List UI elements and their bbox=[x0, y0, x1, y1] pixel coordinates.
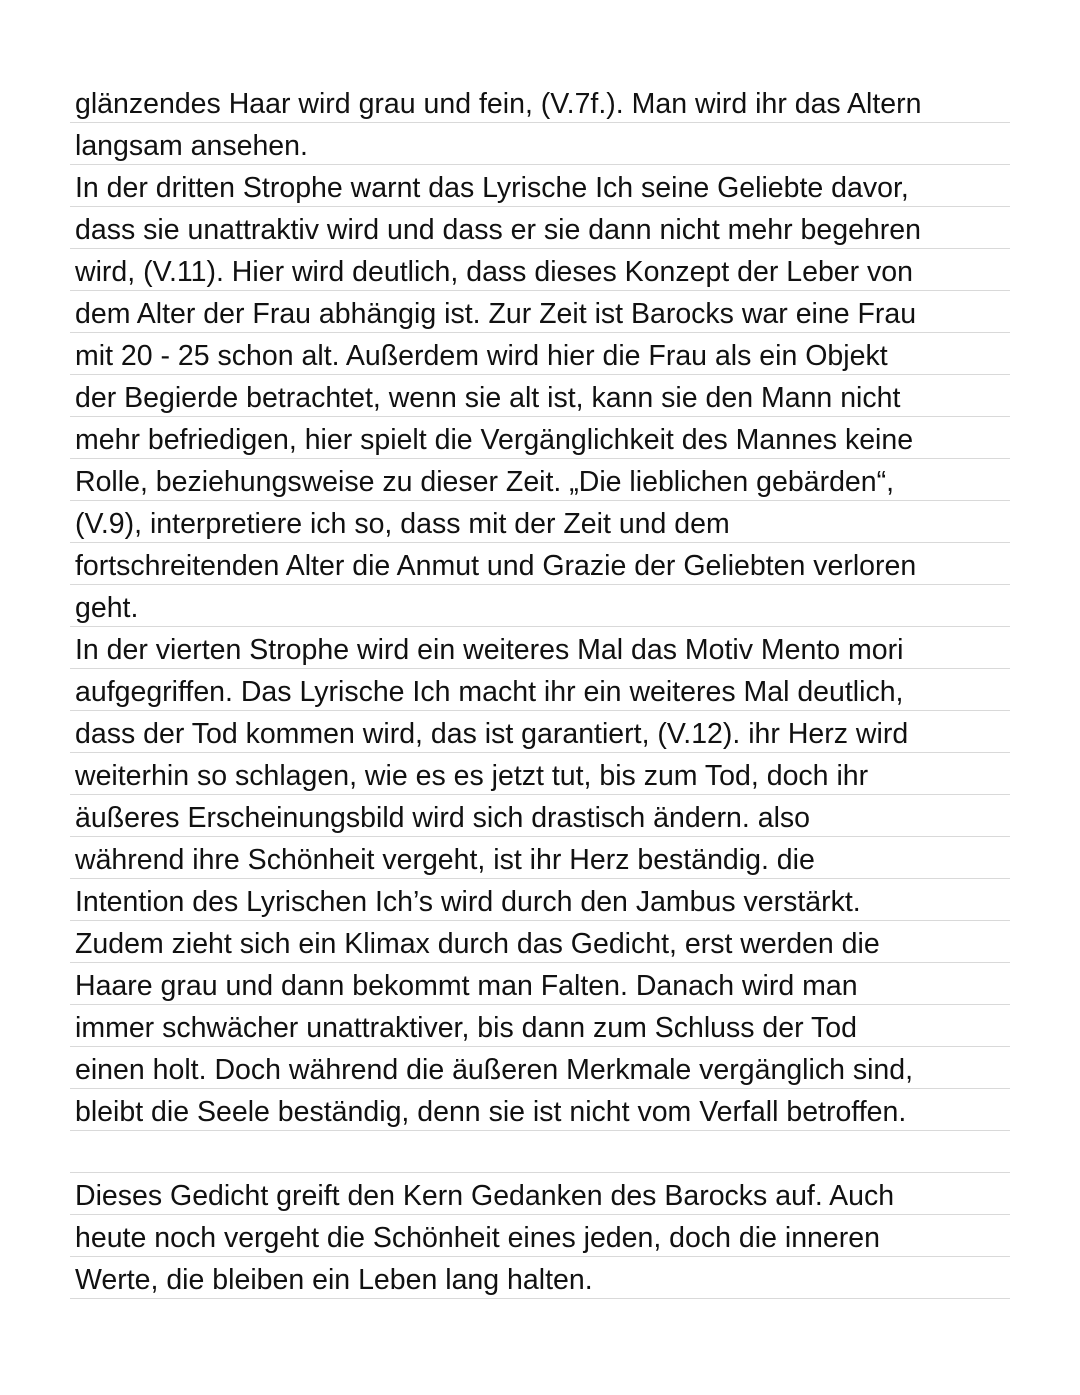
ruled-line bbox=[70, 417, 1010, 459]
text-line: In der vierten Strophe wird ein weiteres Mal das Motiv Mento mori bbox=[75, 634, 904, 666]
text-line: glänzendes Haar wird grau und fein, (V.7f.). Man wird ihr das Altern bbox=[75, 88, 922, 120]
text-line: Zudem zieht sich ein Klimax durch das Gedicht, erst werden die bbox=[75, 928, 880, 960]
ruled-line bbox=[70, 1173, 1010, 1215]
text-line: dem Alter der Frau abhängig ist. Zur Zeit ist Barocks war eine Frau bbox=[75, 298, 917, 330]
ruled-line bbox=[70, 1047, 1010, 1089]
text-line: langsam ansehen. bbox=[75, 130, 308, 162]
text-line: Dieses Gedicht greift den Kern Gedanken des Barocks auf. Auch bbox=[75, 1180, 895, 1212]
text-line: der Begierde betrachtet, wenn sie alt ist, kann sie den Mann nicht bbox=[75, 382, 901, 414]
ruled-line bbox=[70, 1005, 1010, 1047]
ruled-line bbox=[70, 795, 1010, 837]
ruled-line bbox=[70, 879, 1010, 921]
ruled-line bbox=[70, 1215, 1010, 1257]
ruled-line bbox=[70, 669, 1010, 711]
ruled-line bbox=[70, 543, 1010, 585]
text-line: immer schwächer unattraktiver, bis dann zum Schluss der Tod bbox=[75, 1012, 857, 1044]
ruled-line bbox=[70, 207, 1010, 249]
text-line: dass sie unattraktiv wird und dass er sie dann nicht mehr begehren bbox=[75, 214, 921, 246]
ruled-line bbox=[70, 921, 1010, 963]
text-line: bleibt die Seele beständig, denn sie ist nicht vom Verfall betroffen. bbox=[75, 1096, 907, 1128]
ruled-line bbox=[70, 1257, 1010, 1299]
ruled-line bbox=[70, 291, 1010, 333]
text-line: Haare grau und dann bekommt man Falten. Danach wird man bbox=[75, 970, 858, 1002]
text-line: Rolle, beziehungsweise zu dieser Zeit. „Die lieblichen gebärden“, bbox=[75, 466, 895, 498]
ruled-line bbox=[70, 123, 1010, 165]
text-line: äußeres Erscheinungsbild wird sich drastisch ändern. also bbox=[75, 802, 811, 834]
text-line: Werte, die bleiben ein Leben lang halten. bbox=[75, 1264, 593, 1296]
text-line: aufgegriffen. Das Lyrische Ich macht ihr ein weiteres Mal deutlich, bbox=[75, 676, 904, 708]
text-line: während ihre Schönheit vergeht, ist ihr Herz beständig. die bbox=[75, 844, 815, 876]
ruled-line bbox=[70, 81, 1010, 123]
text-line: dass der Tod kommen wird, das ist garantiert, (V.12). ihr Herz wird bbox=[75, 718, 909, 750]
text-line: (V.9), interpretiere ich so, dass mit der Zeit und dem bbox=[75, 508, 730, 540]
text-line: Intention des Lyrischen Ich’s wird durch den Jambus verstärkt. bbox=[75, 886, 861, 918]
text-line: fortschreitenden Alter die Anmut und Grazie der Geliebten verloren bbox=[75, 550, 917, 582]
text-line: weiterhin so schlagen, wie es es jetzt tut, bis zum Tod, doch ihr bbox=[75, 760, 869, 792]
ruled-line bbox=[70, 1131, 1010, 1173]
ruled-line bbox=[70, 249, 1010, 291]
text-line: einen holt. Doch während die äußeren Merkmale vergänglich sind, bbox=[75, 1054, 914, 1086]
ruled-line bbox=[70, 711, 1010, 753]
text-line: mehr befriedigen, hier spielt die Vergänglichkeit des Mannes keine bbox=[75, 424, 914, 456]
ruled-line bbox=[70, 501, 1010, 543]
text-line: heute noch vergeht die Schönheit eines jeden, doch die inneren bbox=[75, 1222, 880, 1254]
text-line: mit 20 - 25 schon alt. Außerdem wird hier die Frau als ein Objekt bbox=[75, 340, 888, 372]
text-line: In der dritten Strophe warnt das Lyrische Ich seine Geliebte davor, bbox=[75, 172, 909, 204]
ruled-line bbox=[70, 837, 1010, 879]
text-line: wird, (V.11). Hier wird deutlich, dass dieses Konzept der Leber von bbox=[75, 256, 914, 288]
ruled-line bbox=[70, 627, 1010, 669]
ruled-line bbox=[70, 375, 1010, 417]
text-line: geht. bbox=[75, 592, 139, 624]
ruled-line bbox=[70, 963, 1010, 1005]
ruled-line bbox=[70, 459, 1010, 501]
ruled-line bbox=[70, 585, 1010, 627]
ruled-line bbox=[70, 165, 1010, 207]
ruled-line bbox=[70, 1089, 1010, 1131]
ruled-line bbox=[70, 753, 1010, 795]
ruled-line bbox=[70, 333, 1010, 375]
